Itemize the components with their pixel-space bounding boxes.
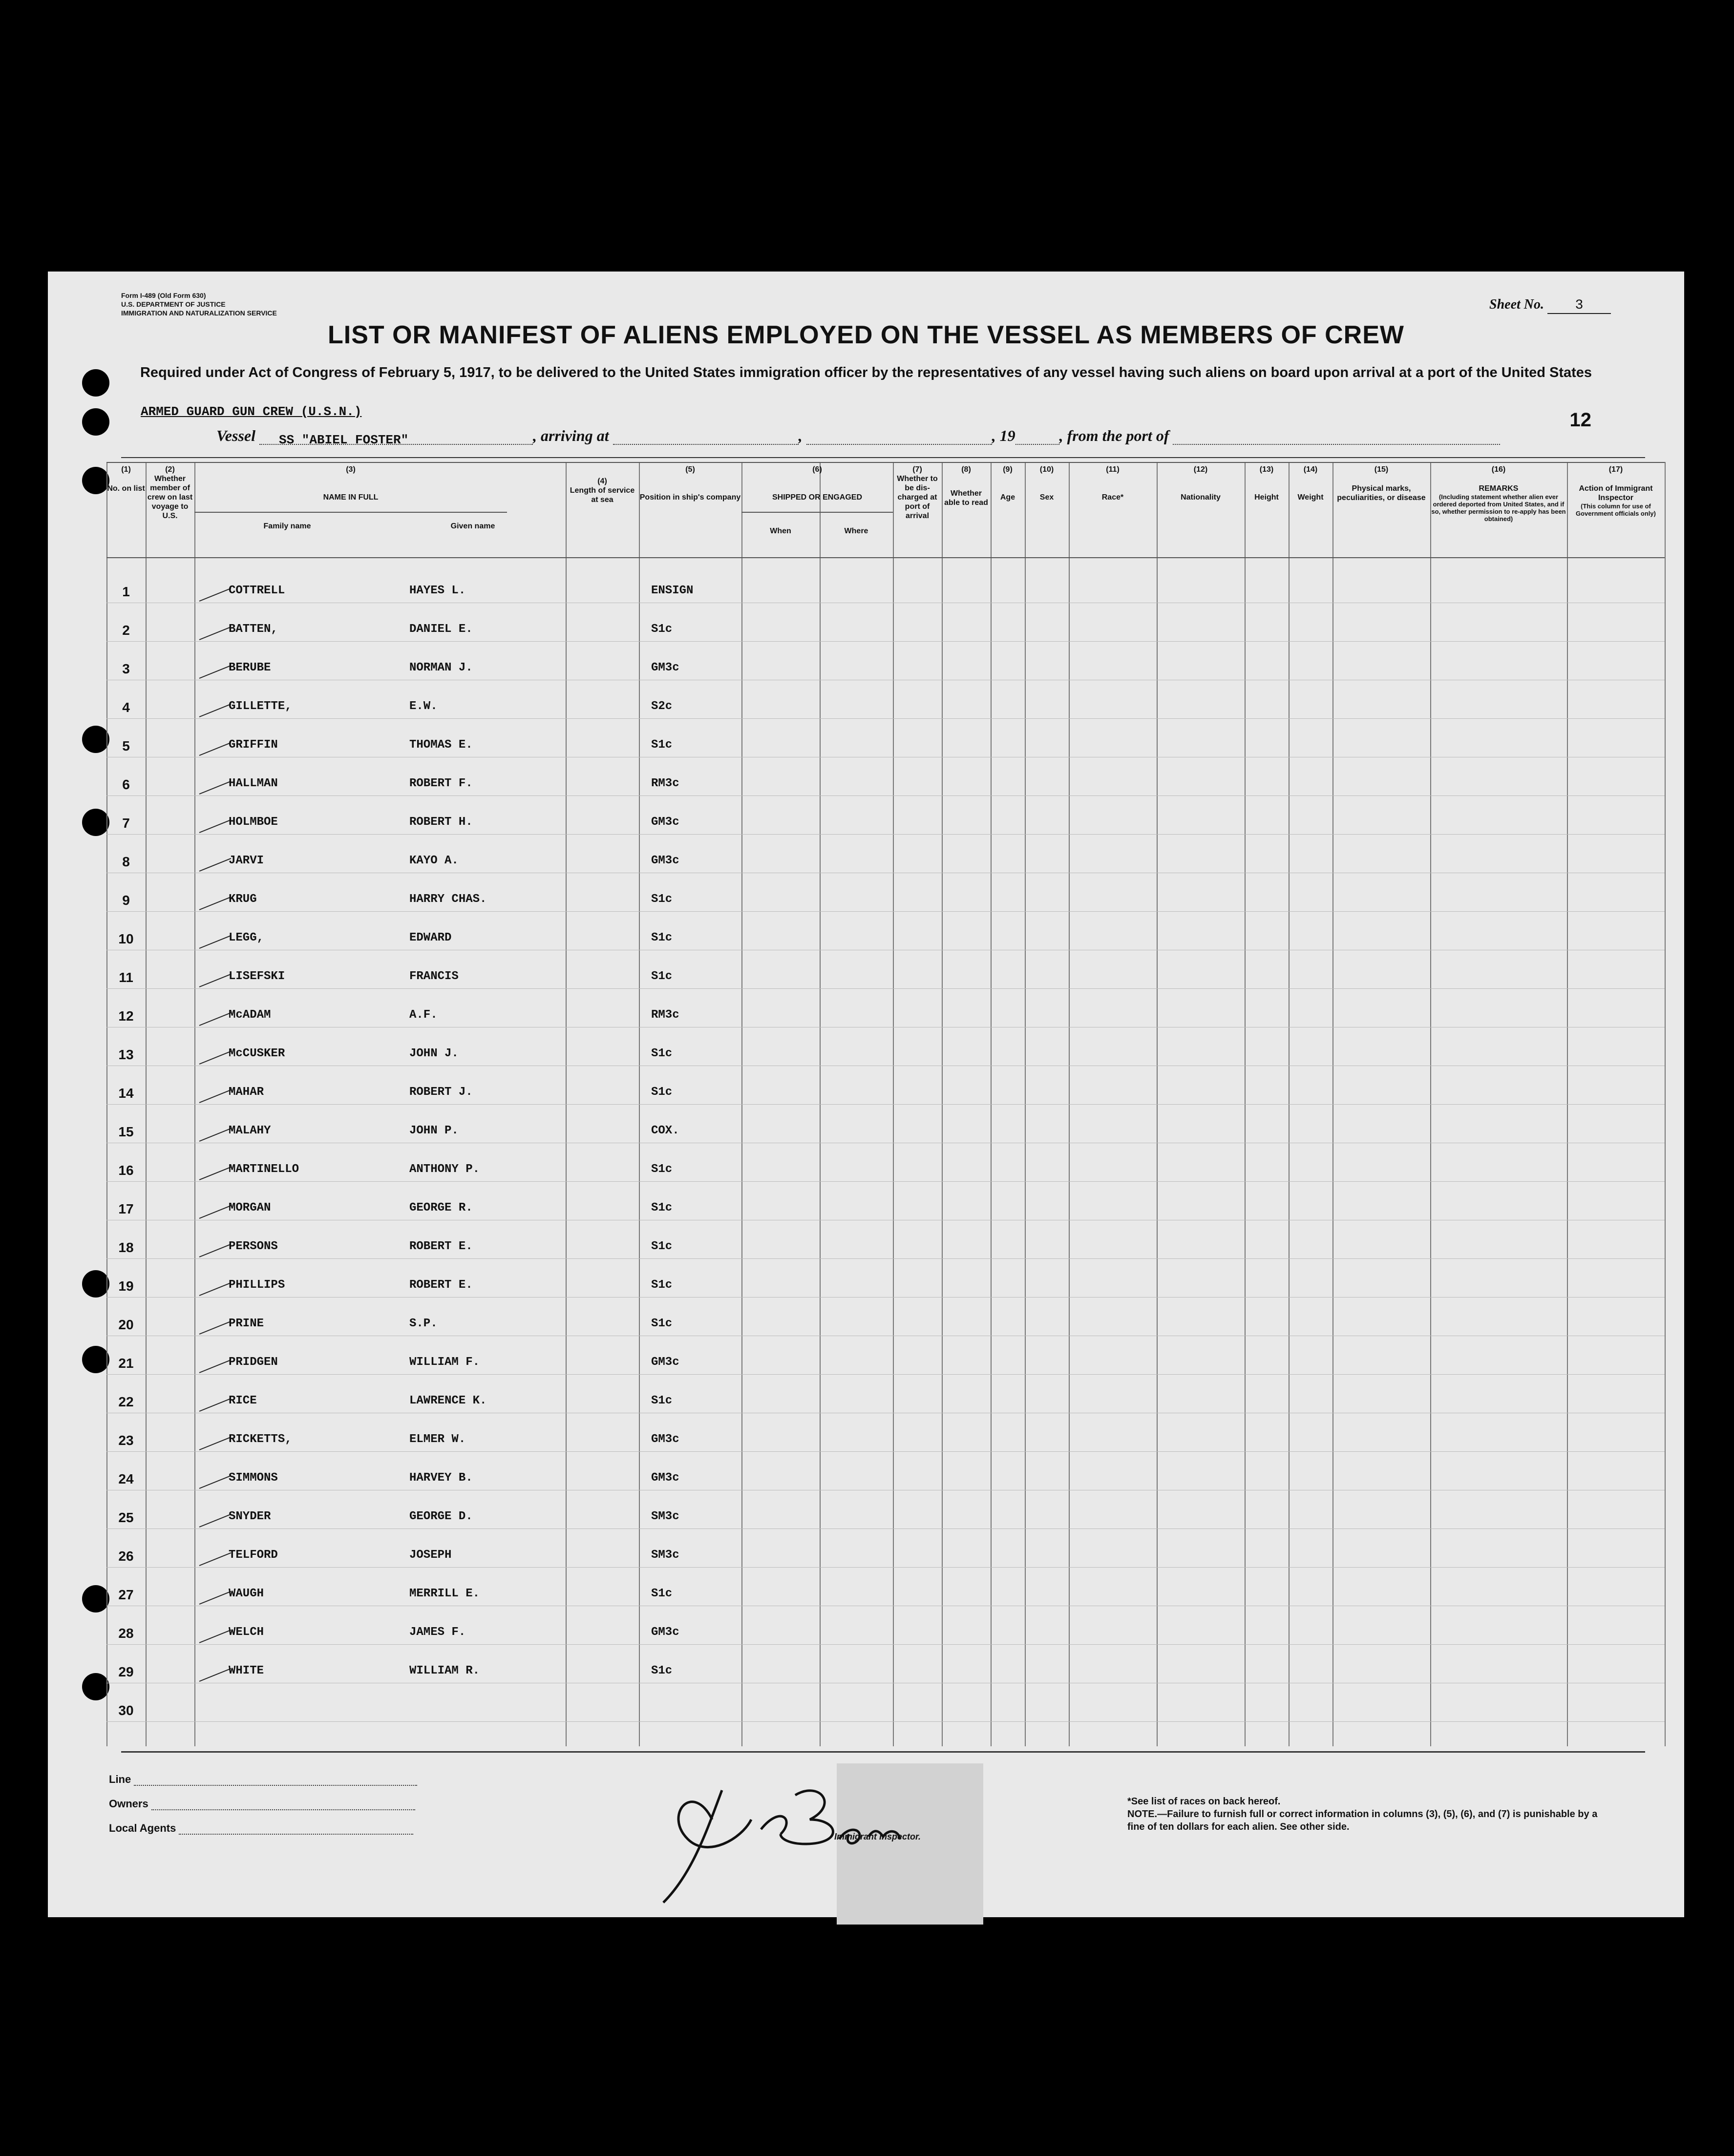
- position: S1c: [651, 1394, 673, 1407]
- col2-number: (2): [165, 465, 175, 474]
- col7-number: (7): [912, 465, 922, 474]
- position: S1c: [651, 931, 673, 944]
- row-number: 10: [118, 931, 134, 946]
- col7-label: Whether to be dis-charged at port of arrival: [897, 475, 938, 520]
- row-rule: [106, 718, 1665, 719]
- row-number: 16: [118, 1163, 134, 1178]
- col13-number: (13): [1259, 465, 1274, 474]
- col7-header: [893, 465, 942, 521]
- col10-header: [1025, 465, 1069, 502]
- col10-label: Sex: [1039, 493, 1054, 502]
- row-number: 20: [118, 1317, 134, 1332]
- given-name: HARRY CHAS.: [409, 893, 487, 906]
- check-mark: [199, 1360, 232, 1373]
- position: S1c: [651, 893, 673, 906]
- check-mark: [199, 1398, 232, 1412]
- given-name: ROBERT E.: [409, 1240, 473, 1253]
- family-name: SIMMONS: [229, 1471, 278, 1485]
- page-subtitle: Required under Act of Congress of February 5, 1917, to be delivered to the United States immigration officer by the representatives of any vessel having such aliens on board upon arrival at a port of the United States: [140, 365, 1592, 380]
- position: S1c: [651, 738, 673, 752]
- position: S1c: [651, 1163, 673, 1176]
- given-name: JOHN J.: [409, 1047, 459, 1060]
- inspector-signature: [634, 1746, 986, 1907]
- check-mark: [199, 588, 232, 602]
- from-port-label: , from the port of: [1059, 427, 1169, 444]
- family-name: GRIFFIN: [229, 738, 278, 752]
- col6-number: (6): [812, 465, 822, 474]
- family-name: HOLMBOE: [229, 816, 278, 829]
- row-number: 4: [122, 700, 130, 715]
- sheet-number: [1489, 297, 1611, 314]
- col11-number: (11): [1106, 465, 1120, 474]
- check-mark: [199, 858, 232, 872]
- punch-hole: [82, 1270, 109, 1298]
- col8-header: [942, 465, 991, 507]
- row-rule: [106, 1104, 1665, 1105]
- row-number: 3: [122, 661, 130, 676]
- row-rule: [106, 641, 1665, 642]
- given-name: E.W.: [409, 700, 438, 713]
- position: GM3c: [651, 1626, 679, 1639]
- agents-field: [109, 1822, 413, 1835]
- col16-label: REMARKS: [1479, 484, 1519, 493]
- check-mark: [199, 627, 232, 640]
- col14-number: (14): [1303, 465, 1318, 474]
- row-rule: [106, 1374, 1665, 1375]
- row-rule: [106, 834, 1665, 835]
- row-number: 19: [118, 1278, 134, 1294]
- position: S1c: [651, 1278, 673, 1292]
- family-name: WELCH: [229, 1626, 264, 1639]
- check-mark: [199, 665, 232, 679]
- col6-header: [741, 465, 893, 502]
- family-name: LEGG,: [229, 931, 264, 944]
- col10-number: (10): [1039, 465, 1054, 474]
- punch-hole: [82, 467, 109, 494]
- row-number: 18: [118, 1240, 134, 1255]
- check-mark: [199, 1205, 232, 1219]
- position: S1c: [651, 1317, 673, 1330]
- punch-hole: [82, 809, 109, 836]
- arriving-label: , arriving at: [533, 427, 609, 444]
- punch-hole: [82, 1346, 109, 1373]
- owners-field: [109, 1798, 415, 1810]
- row-rule: [106, 1567, 1665, 1568]
- punch-hole: [82, 726, 109, 753]
- check-mark: [199, 1321, 232, 1335]
- col1-label: No. on list: [107, 484, 145, 493]
- check-mark: [199, 974, 232, 987]
- position: RM3c: [651, 1008, 679, 1022]
- footer-notes: [1127, 1795, 1616, 1833]
- family-name: TELFORD: [229, 1549, 278, 1562]
- col8-label: Whether able to read: [944, 489, 988, 507]
- vessel-label: Vessel: [216, 427, 255, 444]
- row-number: 25: [118, 1510, 134, 1525]
- from-port-field: [1173, 429, 1500, 445]
- family-name: LISEFSKI: [229, 970, 285, 983]
- row-number: 24: [118, 1471, 134, 1486]
- family-name: KRUG: [229, 893, 257, 906]
- race-note: *See list of races on back hereof.: [1127, 1796, 1281, 1807]
- col1-number: (1): [121, 465, 131, 474]
- given-name: WILLIAM F.: [409, 1356, 480, 1369]
- row-number: 9: [122, 893, 130, 908]
- position: S1c: [651, 970, 673, 983]
- col12-number: (12): [1193, 465, 1208, 474]
- position: GM3c: [651, 1356, 679, 1369]
- given-name: S.P.: [409, 1317, 438, 1330]
- col9-number: (9): [1003, 465, 1013, 474]
- inspector-label: Immigrant Inspector.: [834, 1832, 921, 1842]
- given-name: GEORGE R.: [409, 1201, 473, 1214]
- position: S1c: [651, 1201, 673, 1214]
- col16-number: (16): [1491, 465, 1506, 474]
- given-name: JAMES F.: [409, 1626, 466, 1639]
- sheet-number-value: 3: [1547, 298, 1611, 314]
- line-field: [109, 1773, 417, 1786]
- check-mark: [199, 1668, 232, 1682]
- given-name: DANIEL E.: [409, 623, 473, 636]
- given-name: ROBERT H.: [409, 816, 473, 829]
- agents-label: Local Agents: [109, 1822, 176, 1834]
- col17-header: [1567, 465, 1665, 517]
- row-rule: [106, 911, 1665, 912]
- row-number: 23: [118, 1433, 134, 1448]
- family-name: MAHAR: [229, 1086, 264, 1099]
- position: S1c: [651, 1587, 673, 1600]
- vessel-name: SS "ABIEL FOSTER": [279, 433, 409, 447]
- where-header: Where: [844, 527, 868, 535]
- col13-label: Height: [1254, 493, 1279, 502]
- given-name: NORMAN J.: [409, 661, 473, 674]
- row-number: 2: [122, 623, 130, 638]
- position: S1c: [651, 1240, 673, 1253]
- given-name: LAWRENCE K.: [409, 1394, 487, 1407]
- row-number: 11: [119, 970, 133, 985]
- given-name: JOSEPH: [409, 1549, 452, 1562]
- check-mark: [199, 1282, 232, 1296]
- family-name: PERSONS: [229, 1240, 278, 1253]
- check-mark: [199, 935, 232, 949]
- col9-header: [991, 465, 1025, 502]
- family-name: PRIDGEN: [229, 1356, 278, 1369]
- family-name: PRINE: [229, 1317, 264, 1330]
- family-name: WHITE: [229, 1664, 264, 1677]
- when-header: When: [770, 527, 791, 535]
- check-mark: [199, 897, 232, 910]
- col11-header: [1069, 465, 1157, 502]
- family-name-header: Family name: [263, 522, 311, 530]
- row-number: 8: [122, 854, 130, 869]
- check-mark: [199, 1089, 232, 1103]
- year-label: , 19: [992, 427, 1015, 444]
- owners-label: Owners: [109, 1798, 148, 1810]
- check-mark: [199, 781, 232, 795]
- given-name: ROBERT J.: [409, 1086, 473, 1099]
- col6-label: SHIPPED OR ENGAGED: [772, 493, 863, 502]
- position: COX.: [651, 1124, 679, 1137]
- owners-blank: [151, 1800, 415, 1810]
- row-rule: [106, 1644, 1665, 1645]
- col14-header: [1289, 465, 1332, 502]
- col16-header: [1430, 465, 1567, 523]
- row-rule: [106, 1528, 1665, 1529]
- row-number: 28: [118, 1626, 134, 1641]
- position: S1c: [651, 623, 673, 636]
- given-name: EDWARD: [409, 931, 452, 944]
- family-name: RICKETTS,: [229, 1433, 292, 1446]
- col13-header: [1245, 465, 1289, 502]
- row-number: 21: [118, 1356, 134, 1371]
- col17-label: Action of Immigrant Inspector: [1579, 484, 1653, 502]
- given-name: A.F.: [409, 1008, 438, 1022]
- position: GM3c: [651, 854, 679, 867]
- family-name: BERUBE: [229, 661, 271, 674]
- check-mark: [199, 1244, 232, 1257]
- row-rule: [106, 1451, 1665, 1452]
- col3-header: [194, 465, 507, 502]
- col15-number: (15): [1374, 465, 1389, 474]
- row-number: 7: [122, 816, 130, 831]
- given-name: HARVEY B.: [409, 1471, 473, 1485]
- row-rule: [106, 1258, 1665, 1259]
- position: S1c: [651, 1047, 673, 1060]
- check-mark: [199, 1128, 232, 1142]
- family-name: MALAHY: [229, 1124, 271, 1137]
- family-name: MORGAN: [229, 1201, 271, 1214]
- punch-hole: [82, 1585, 109, 1612]
- col5-number: (5): [685, 465, 695, 474]
- given-name: ROBERT F.: [409, 777, 473, 790]
- family-name: McADAM: [229, 1008, 271, 1022]
- check-mark: [199, 1051, 232, 1065]
- check-mark: [199, 1514, 232, 1528]
- row-rule: [106, 1721, 1665, 1722]
- agents-blank: [179, 1824, 413, 1835]
- manifest-sheet: [48, 272, 1684, 1917]
- given-name-header: Given name: [450, 522, 495, 530]
- row-number: 29: [118, 1664, 134, 1679]
- row-rule: [106, 1297, 1665, 1298]
- family-name: PHILLIPS: [229, 1278, 285, 1292]
- check-mark: [199, 1167, 232, 1180]
- page-title: LIST OR MANIFEST OF ALIENS EMPLOYED ON THE VESSEL AS MEMBERS OF CREW: [328, 321, 1404, 349]
- col4-header: [566, 477, 639, 504]
- row-number: 12: [118, 1008, 134, 1024]
- given-name: ANTHONY P.: [409, 1163, 480, 1176]
- col2-header: [146, 465, 194, 521]
- check-mark: [199, 1437, 232, 1450]
- row-number: 22: [118, 1394, 134, 1409]
- family-name: COTTRELL: [229, 584, 285, 597]
- header-rule: [121, 457, 1645, 458]
- department-name: U.S. DEPARTMENT OF JUSTICE: [121, 300, 226, 308]
- vessel-name-field: [259, 429, 533, 445]
- given-name: GEORGE D.: [409, 1510, 473, 1523]
- check-mark: [199, 704, 232, 717]
- family-name: BATTEN,: [229, 623, 278, 636]
- check-mark: [199, 1552, 232, 1566]
- col9-label: Age: [1000, 493, 1015, 502]
- check-mark: [199, 742, 232, 756]
- family-name: WAUGH: [229, 1587, 264, 1600]
- position: GM3c: [651, 661, 679, 674]
- position: S1c: [651, 1664, 673, 1677]
- position: S2c: [651, 700, 673, 713]
- position: S1c: [651, 1086, 673, 1099]
- vessel-line: Vessel SS "ABIEL FOSTER" , arriving at , , 19 , from the port of: [216, 427, 1500, 445]
- row-rule: [106, 988, 1665, 989]
- col11-label: Race*: [1101, 493, 1124, 502]
- position: GM3c: [651, 1471, 679, 1485]
- check-mark: [199, 1630, 232, 1643]
- check-mark: [199, 1475, 232, 1489]
- col3-number: (3): [346, 465, 356, 474]
- arrival-port-field: [613, 429, 799, 445]
- row-number: 26: [118, 1549, 134, 1564]
- row-rule: [106, 1181, 1665, 1182]
- position: GM3c: [651, 1433, 679, 1446]
- fine-note: NOTE.—Failure to furnish full or correct information in columns (3), (5), (6), and (7) is punishable by a fine of ten dollars for each alien. See other side.: [1127, 1809, 1598, 1832]
- family-name: HALLMAN: [229, 777, 278, 790]
- col5-label: Position in ship's company: [639, 493, 741, 502]
- row-number: 30: [118, 1703, 134, 1718]
- col12-label: Nationality: [1181, 493, 1221, 502]
- family-name: JARVI: [229, 854, 264, 867]
- check-mark: [199, 1591, 232, 1605]
- row-number: 13: [118, 1047, 134, 1062]
- sheet-number-label: Sheet No.: [1489, 297, 1544, 312]
- given-name: WILLIAM R.: [409, 1664, 480, 1677]
- service-name: IMMIGRATION AND NATURALIZATION SERVICE: [121, 309, 277, 317]
- year-field: [1015, 429, 1059, 445]
- given-name: ROBERT E.: [409, 1278, 473, 1292]
- given-name: KAYO A.: [409, 854, 459, 867]
- family-name: GILLETTE,: [229, 700, 292, 713]
- row-number: 5: [122, 738, 130, 754]
- row-rule: [106, 795, 1665, 796]
- position: RM3c: [651, 777, 679, 790]
- row-number: 27: [118, 1587, 134, 1602]
- col15-header: [1332, 465, 1430, 502]
- given-name: JOHN P.: [409, 1124, 459, 1137]
- line-label: Line: [109, 1773, 131, 1785]
- col3-label: NAME IN FULL: [323, 493, 379, 502]
- position: SM3c: [651, 1549, 679, 1562]
- row-number: 14: [118, 1086, 134, 1101]
- line-blank: [134, 1775, 417, 1786]
- form-number: Form I-489 (Old Form 630): [121, 292, 206, 299]
- form-identifier: [121, 291, 277, 317]
- crew-table: [106, 462, 1665, 1746]
- given-name: ELMER W.: [409, 1433, 466, 1446]
- col8-number: (8): [961, 465, 971, 474]
- family-name: SNYDER: [229, 1510, 271, 1523]
- position: ENSIGN: [651, 584, 694, 597]
- given-name: MERRILL E.: [409, 1587, 480, 1600]
- position: SM3c: [651, 1510, 679, 1523]
- row-number: 6: [122, 777, 130, 792]
- check-mark: [199, 819, 232, 833]
- col17-note: (This column for use of Government officials only): [1576, 502, 1656, 517]
- row-number: 15: [118, 1124, 134, 1139]
- col5-header: [639, 465, 741, 502]
- crew-label: ARMED GUARD GUN CREW (U.S.N.): [141, 404, 362, 419]
- check-mark: [199, 1012, 232, 1026]
- punch-hole: [82, 1673, 109, 1700]
- punch-hole: [82, 369, 109, 397]
- col14-label: Weight: [1297, 493, 1324, 502]
- col4-number: (4): [597, 477, 607, 485]
- col12-header: [1157, 465, 1245, 502]
- col16-note: (Including statement whether alien ever ordered deported from United States, and if so, whether permission to re-apply has been obtained): [1431, 493, 1566, 523]
- position: GM3c: [651, 816, 679, 829]
- page-number: 12: [1569, 409, 1591, 431]
- family-name: MARTINELLO: [229, 1163, 299, 1176]
- family-name: McCUSKER: [229, 1047, 285, 1060]
- punch-hole: [82, 408, 109, 436]
- col4-label: Length of service at sea: [570, 486, 635, 504]
- row-number: 1: [122, 584, 130, 599]
- given-name: THOMAS E.: [409, 738, 473, 752]
- col2-label: Whether member of crew on last voyage to U.S.: [147, 475, 193, 520]
- col17-number: (17): [1608, 465, 1623, 474]
- col15-label: Physical marks, peculiarities, or disease: [1337, 484, 1426, 502]
- col1-header: [106, 465, 146, 493]
- given-name: HAYES L.: [409, 584, 466, 597]
- arrival-date-field: [806, 429, 992, 445]
- family-name: RICE: [229, 1394, 257, 1407]
- row-number: 17: [118, 1201, 134, 1216]
- given-name: FRANCIS: [409, 970, 459, 983]
